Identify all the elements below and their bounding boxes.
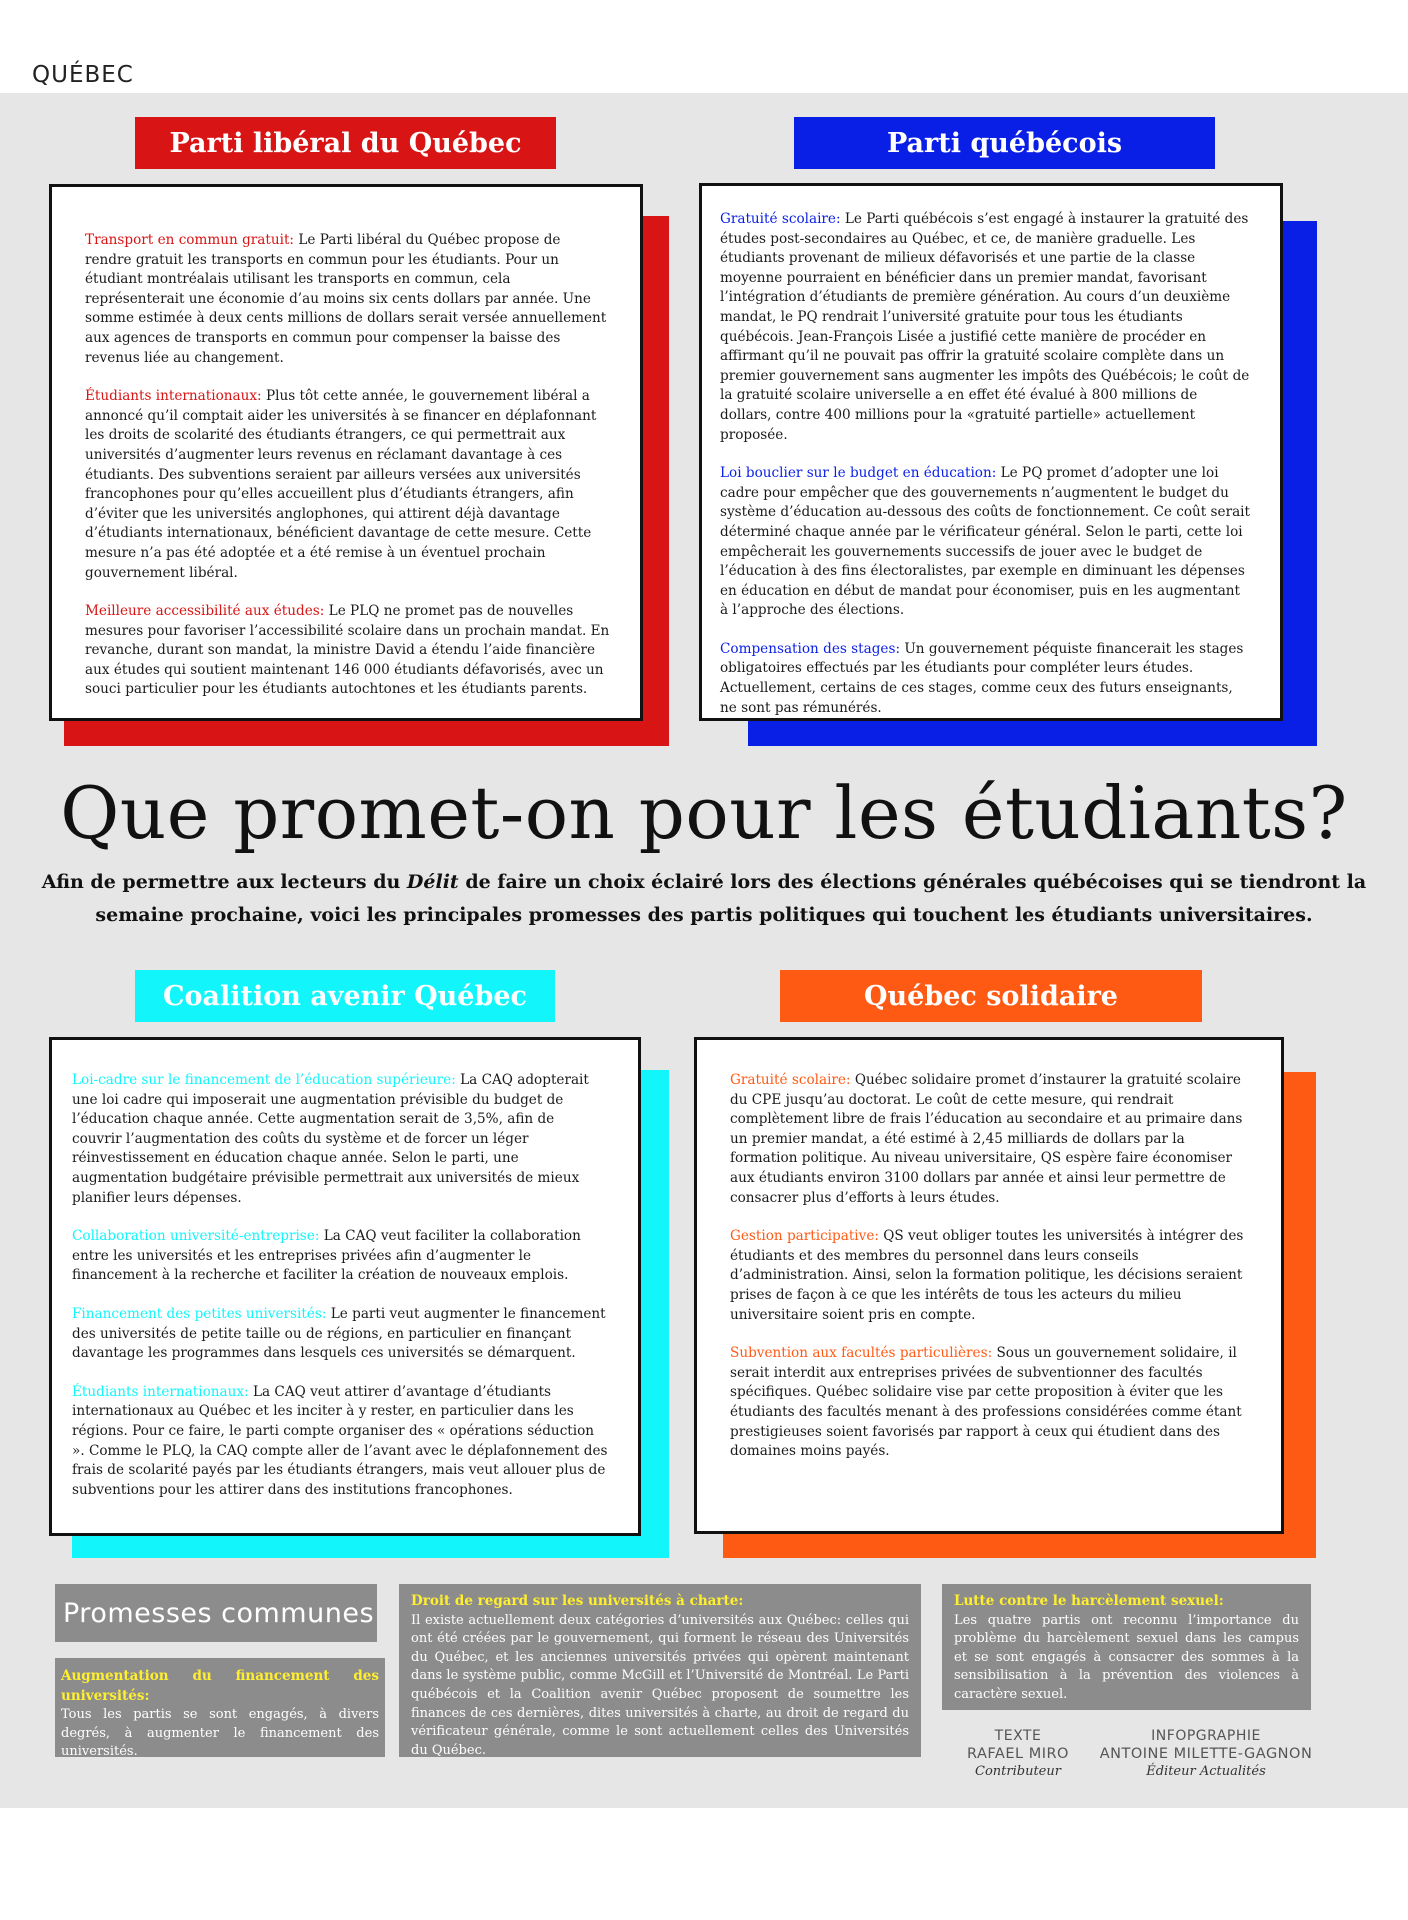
pq-card [699,183,1283,721]
caq-promise-text: La CAQ veut faciliter la collaboration entre les universités et les entreprises privées afin d’augmenter le financement à la recherche et faciliter la création de nouveaux emplois. [72,1228,581,1284]
common-charter-text: Il existe actuellement deux catégories d’universités aux Québec: celles qui ont été créées par le gouvernement, qui forment le réseau des Universités du Québec, et les anciennes universités privées qui opèrent maintenant dans le système public, comme McGill et l’Université de Montréal. Le Parti québécois et la Coalition avenir Québec proposent de soumettre les finances de ces dernières, dites universités à charte, au droit de regard du vérificateur générale, comme le sont actuellement celles des Universités du Québec. [411,1612,909,1758]
caq-promise [72,1383,608,1501]
qs-title: Québec solidaire [780,970,1202,1022]
common-charter-box [399,1584,921,1757]
caq-promise [72,1071,608,1208]
common-funding-text: Tous les partis se sont engagés, à divers degrés, à augmenter le financement des universités. [61,1707,379,1760]
caq-promise-keyword: Loi-cadre sur le financement de l’éducation supérieure: [72,1072,456,1088]
credit-infographic [1086,1727,1326,1781]
qs-promise-keyword: Gestion participative: [730,1228,879,1245]
caq-promise-keyword: Étudiants internationaux: [72,1383,249,1400]
qs-promise-text: Sous un gouvernement solidaire, il serait interdit aux entreprises privées de subventionner des facultés spécifiques. Québec solidaire vise par cette proposition à éviter que les étudiants des facultés menant à des professions considérées comme étant prestigieuses soient favorisés par rapport à ceux qui étudient dans des domaines moins payés. [730,1345,1242,1460]
credit-text-desc: Contributeur [975,1764,1061,1779]
caq-title: Coalition avenir Québec [135,970,555,1022]
credit-text-role: TEXTE [994,1728,1042,1744]
intro-after: de faire un choix éclairé lors des élections générales québécoises qui se tiendront la semaine prochaine, voici les principales promesses des partis politiques qui touchent les étudiants universitaires. [95,871,1367,926]
section-label: QUÉBEC [32,62,134,88]
plq-promise [85,602,610,700]
caq-promise-keyword: Financement des petites universités: [72,1305,327,1322]
caq-promise [72,1305,608,1364]
plq-promise [85,231,610,368]
caq-promise-text: La CAQ veut attirer d’avantage d’étudiants internationaux au Québec et les inciter à y rester, en particulier dans les régions. Pour ce faire, le parti compte organiser des « opérations séduction ». Comme le PLQ, la CAQ compte aller de l’avant avec le déplafonnement des frais de scolarité payés par les étudiants étrangers, mais veut allouer plus de subventions pour les attirer dans des institutions francophones. [72,1383,608,1498]
pq-promise [720,640,1250,718]
common-title: Promesses communes [63,1597,375,1629]
qs-promise-keyword: Gratuité scolaire: [730,1072,851,1088]
common-harassment-text: Les quatre partis ont reconnu l’importance du problème du harcèlement sexuel dans les campus et se sont engagés à consacrer des sommes à la sensibilisation à la prévention des violences à caractère sexuel. [954,1612,1299,1702]
pq-promise [720,464,1250,621]
common-funding-keyword: Augmentation du financement des universités: [61,1668,379,1704]
credit-text [948,1727,1088,1781]
plq-promise-keyword: Étudiants internationaux: [85,388,262,405]
caq-card [49,1037,641,1536]
intro-before: Afin de permettre aux lecteurs du [41,871,407,893]
credit-infographic-name: ANTOINE MILETTE-GAGNON [1099,1746,1313,1762]
intro [40,866,1368,932]
intro-paper-name: Délit [406,871,459,893]
caq-promise-text: Le parti veut augmenter le financement des universités de petite taille ou de régions, en particulier en finançant davantage les programmes dans lesquels ces universités se démarquent. [72,1305,606,1362]
common-charter-keyword: Droit de regard sur les universités à charte: [411,1593,744,1609]
common-harassment-box [942,1584,1311,1710]
qs-promise [730,1071,1251,1208]
pq-promise-keyword: Gratuité scolaire: [720,211,841,227]
pq-promise [720,210,1250,445]
pq-promise-text: Un gouvernement péquiste financerait les stages obligatoires effectués par les étudiants pour compléter leurs études. Actuellement, certains de ces stages, comme ceux des futurs enseignants, ne sont pas rémunérés. [720,640,1244,716]
caq-promise-text: La CAQ adopterait une loi cadre qui imposerait une augmentation prévisible du budget de l’éducation chaque année. Cette augmentation serait de 3,5%, afin de couvrir l’augmentation des coûts du système et de forcer un léger réinvestissement en éducation chaque année. Selon le parti, une augmentation budgétaire prévisible permettrait aux universités de mieux planifier leurs dépenses. [72,1072,589,1206]
qs-promise-text: QS veut obliger toutes les universités à intégrer des étudiants et des membres du personnel dans leurs conseils d’administration. Ainsi, selon la formation politique, les décisions seraient prises de façon à ce que les intérêts de tous les acteurs du milieu universitaire soient pris en compte. [730,1228,1244,1323]
plq-promise-text: Le PLQ ne promet pas de nouvelles mesures pour favoriser l’accessibilité scolaire dans un prochain mandat. En revanche, durant son mandat, la ministre David a étendu l’aide financière aux études qui soutient maintenant 146 000 étudiants défavorisés, avec un souci particulier pour les étudiants autochtones et les étudiants parents. [85,603,610,698]
qs-promise-text: Québec solidaire promet d’instaurer la gratuité scolaire du CPE jusqu’au doctorat. Le coût de cette mesure, qui rendrait complètement libre de frais l’éducation au secondaire et au primaire dans un premier mandat, a été estimé à 2,45 milliards de dollars par la formation politique. Au niveau universitaire, QS espère faire économiser aux étudiants environ 3100 dollars par année et ainsi leur permettre de consacrer plus d’efforts à leurs études. [730,1072,1243,1206]
common-title-box [55,1584,377,1642]
qs-promise [730,1344,1251,1462]
pq-promise-text: Le PQ promet d’adopter une loi cadre pour empêcher que des gouvernements n’augmentent le budget du système d’éducation au-dessous des coûts de fonctionnement. Ce coût serait déterminé chaque année par le vérificateur général. Selon le parti, cette loi empêcherait les gouvernements successifs de jouer avec le budget de l’éducation à des fins électoralistes, par exemple en diminuant les dépenses en éducation en début de mandat pour économiser, puis en les augmentant à l’approche des élections. [720,465,1250,619]
plq-title: Parti libéral du Québec [135,117,556,169]
credit-infographic-role: INFOPGRAPHIE [1151,1728,1261,1744]
plq-promise-text: Le Parti libéral du Québec propose de rendre gratuit les transports en commun pour les étudiants. Pour un étudiant montréalais utilisant les transports en commun, cela représenterait une économie d’au moins six cents dollars par année. Une somme estimée à deux cents millions de dollars serait versée annuellement aux agences de transports en commun pour compenser la baisse des revenus liée au changement. [85,232,607,366]
plq-promise [85,387,610,583]
qs-promise-keyword: Subvention aux facultés particulières: [730,1345,993,1362]
pq-title: Parti québécois [794,117,1215,169]
common-funding-box [55,1658,385,1760]
caq-promise-keyword: Collaboration université-entreprise: [72,1228,320,1245]
qs-promise [730,1227,1251,1325]
pq-promise-text: Le Parti québécois s’est engagé à instaurer la gratuité des études post-secondaires au Québec, et ce, de manière graduelle. Les étudiants provenant de milieux défavorisés et une partie de la classe moyenne pourraient en bénéficier dans un premier mandat, favorisant l’intégration d’étudiants de première génération. Au cours d’un deuxième mandat, le PQ rendrait l’université gratuite pour tous les étudiants québécois. Jean-François Lisée a justifié cette manière de procéder en affirmant qu’il ne pouvait pas offrir la gratuité scolaire complète dans un premier gouvernement sans augmenter les impôts des Québécois; le coût de la gratuité scolaire universelle a en effet été évalué à 800 millions de dollars, contre 400 millions pour la «gratuité partielle» actuellement proposée. [720,211,1250,443]
qs-card [694,1037,1284,1534]
pq-promise-keyword: Compensation des stages: [720,640,901,657]
plq-promise-keyword: Meilleure accessibilité aux études: [85,603,325,620]
common-harassment-keyword: Lutte contre le harcèlement sexuel: [954,1593,1224,1609]
plq-promise-keyword: Transport en commun gratuit: [85,232,295,248]
pq-promise-keyword: Loi bouclier sur le budget en éducation: [720,465,997,482]
credit-infographic-desc: Éditeur Actualités [1146,1764,1266,1779]
caq-promise [72,1227,608,1286]
plq-card [49,184,643,721]
plq-promise-text: Plus tôt cette année, le gouvernement libéral a annoncé qu’il comptait aider les universités à se financer en déplafonnant les droits de scolarité des étudiants étrangers, ce qui permettrait aux universités d’augmenter leurs revenus en réclamant davantage à ces étudiants. Des subventions seraient par ailleurs versées aux universités francophones pour qu’elles accueillent plus d’étudiants étrangers, afin d’éviter que les universités anglophones, qui attirent déjà davantage d’étudiants internationaux, bénéficient davantage de cette mesure. Cette mesure n’a pas été adoptée et a été remise à un éventuel prochain gouvernement libéral. [85,388,597,581]
headline: Que promet-on pour les étudiants? [60,771,1348,855]
credit-text-name: RAFAEL MIRO [967,1746,1069,1762]
